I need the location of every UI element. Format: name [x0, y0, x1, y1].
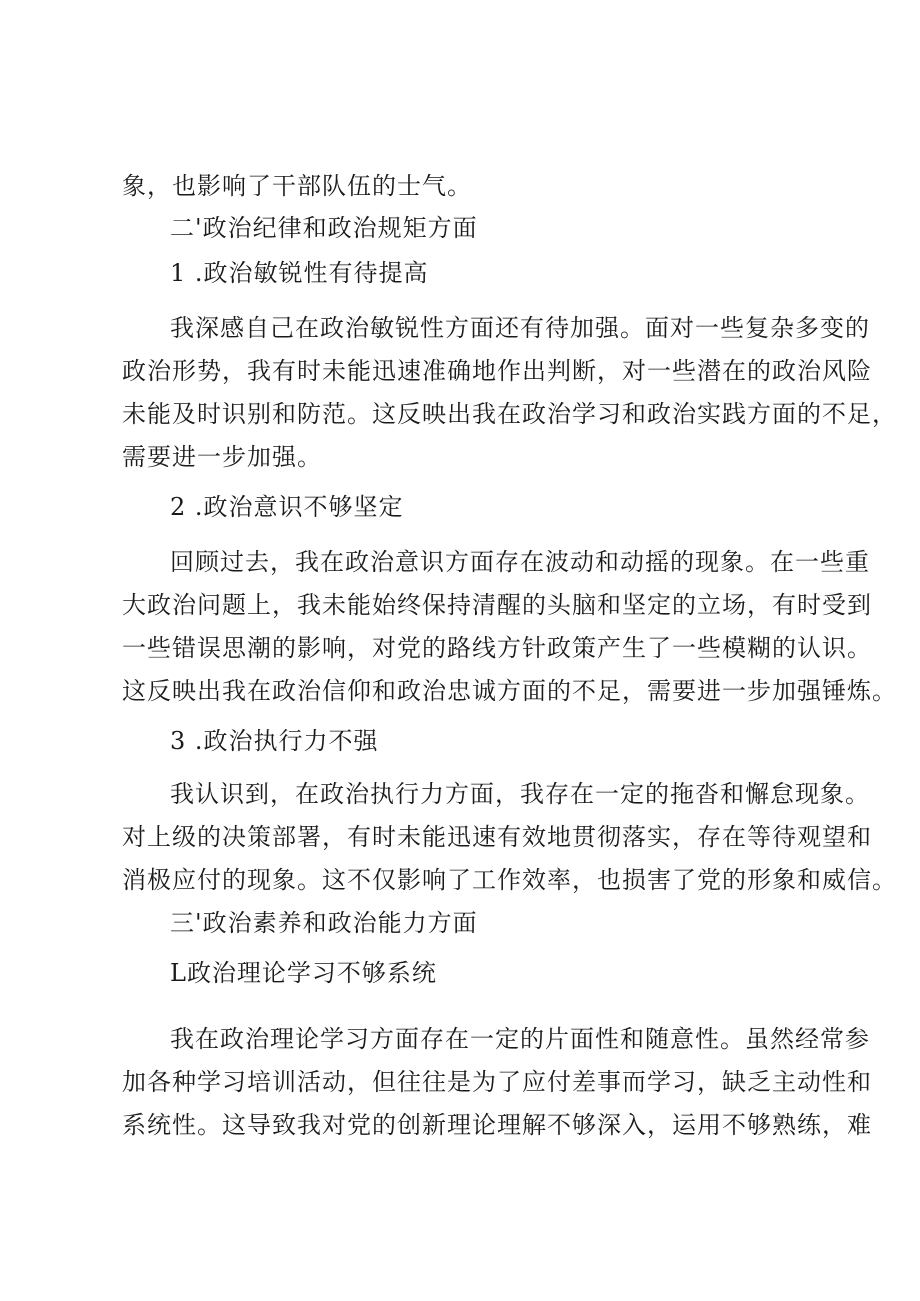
paragraph-line: 回顾过去，我在政治意识方面存在波动和动摇的现象。在一些重 — [170, 548, 870, 576]
paragraph-line: 我深感自己在政治敏锐性方面还有待加强。面对一些复杂多变的 — [170, 314, 870, 342]
paragraph-line: 大政治问题上，我未能始终保持清醒的头脑和坚定的立场，有时受到 — [122, 591, 872, 619]
paragraph-line: 政治形势，我有时未能迅速准确地作出判断，对一些潜在的政治风险 — [122, 357, 872, 385]
paragraph-line: 加各种学习培训活动，但往往是为了应付差事而学习，缺乏主动性和 — [122, 1068, 872, 1096]
paragraph-line: 需要进一步加强。 — [122, 443, 322, 471]
paragraph-line: 系统性。这导致我对党的创新理论理解不够深入，运用不够熟练，难 — [122, 1111, 872, 1139]
subheading-political-sensitivity: 1 .政治敏锐性有待提高 — [170, 259, 429, 287]
paragraph-line: 未能及时识别和防范。这反映出我在政治学习和政治实践方面的不足， — [122, 400, 897, 428]
paragraph-line: 我认识到，在政治执行力方面，我存在一定的拖沓和懈怠现象。 — [170, 780, 870, 808]
section-heading-discipline: 二'政治纪律和政治规矩方面 — [170, 214, 478, 242]
paragraph-line: 对上级的决策部署，有时未能迅速有效地贯彻落实，存在等待观望和 — [122, 823, 872, 851]
paragraph-continuation-line: 象，也影响了干部队伍的士气。 — [122, 172, 472, 200]
paragraph-line: 我在政治理论学习方面存在一定的片面性和随意性。虽然经常参 — [170, 1025, 870, 1053]
paragraph-line: 一些错误思潮的影响，对党的路线方针政策产生了一些模糊的认识。 — [122, 634, 872, 662]
subheading-theory-study: L政治理论学习不够系统 — [170, 959, 437, 987]
paragraph-line: 这反映出我在政治信仰和政治忠诚方面的不足，需要进一步加强锤炼。 — [122, 677, 897, 705]
subheading-political-execution: 3 .政治执行力不强 — [170, 727, 379, 755]
subheading-political-awareness: 2 .政治意识不够坚定 — [170, 493, 404, 521]
paragraph-line: 消极应付的现象。这不仅影响了工作效率，也损害了党的形象和威信。 — [122, 866, 897, 894]
section-heading-competence: 三'政治素养和政治能力方面 — [170, 909, 478, 937]
